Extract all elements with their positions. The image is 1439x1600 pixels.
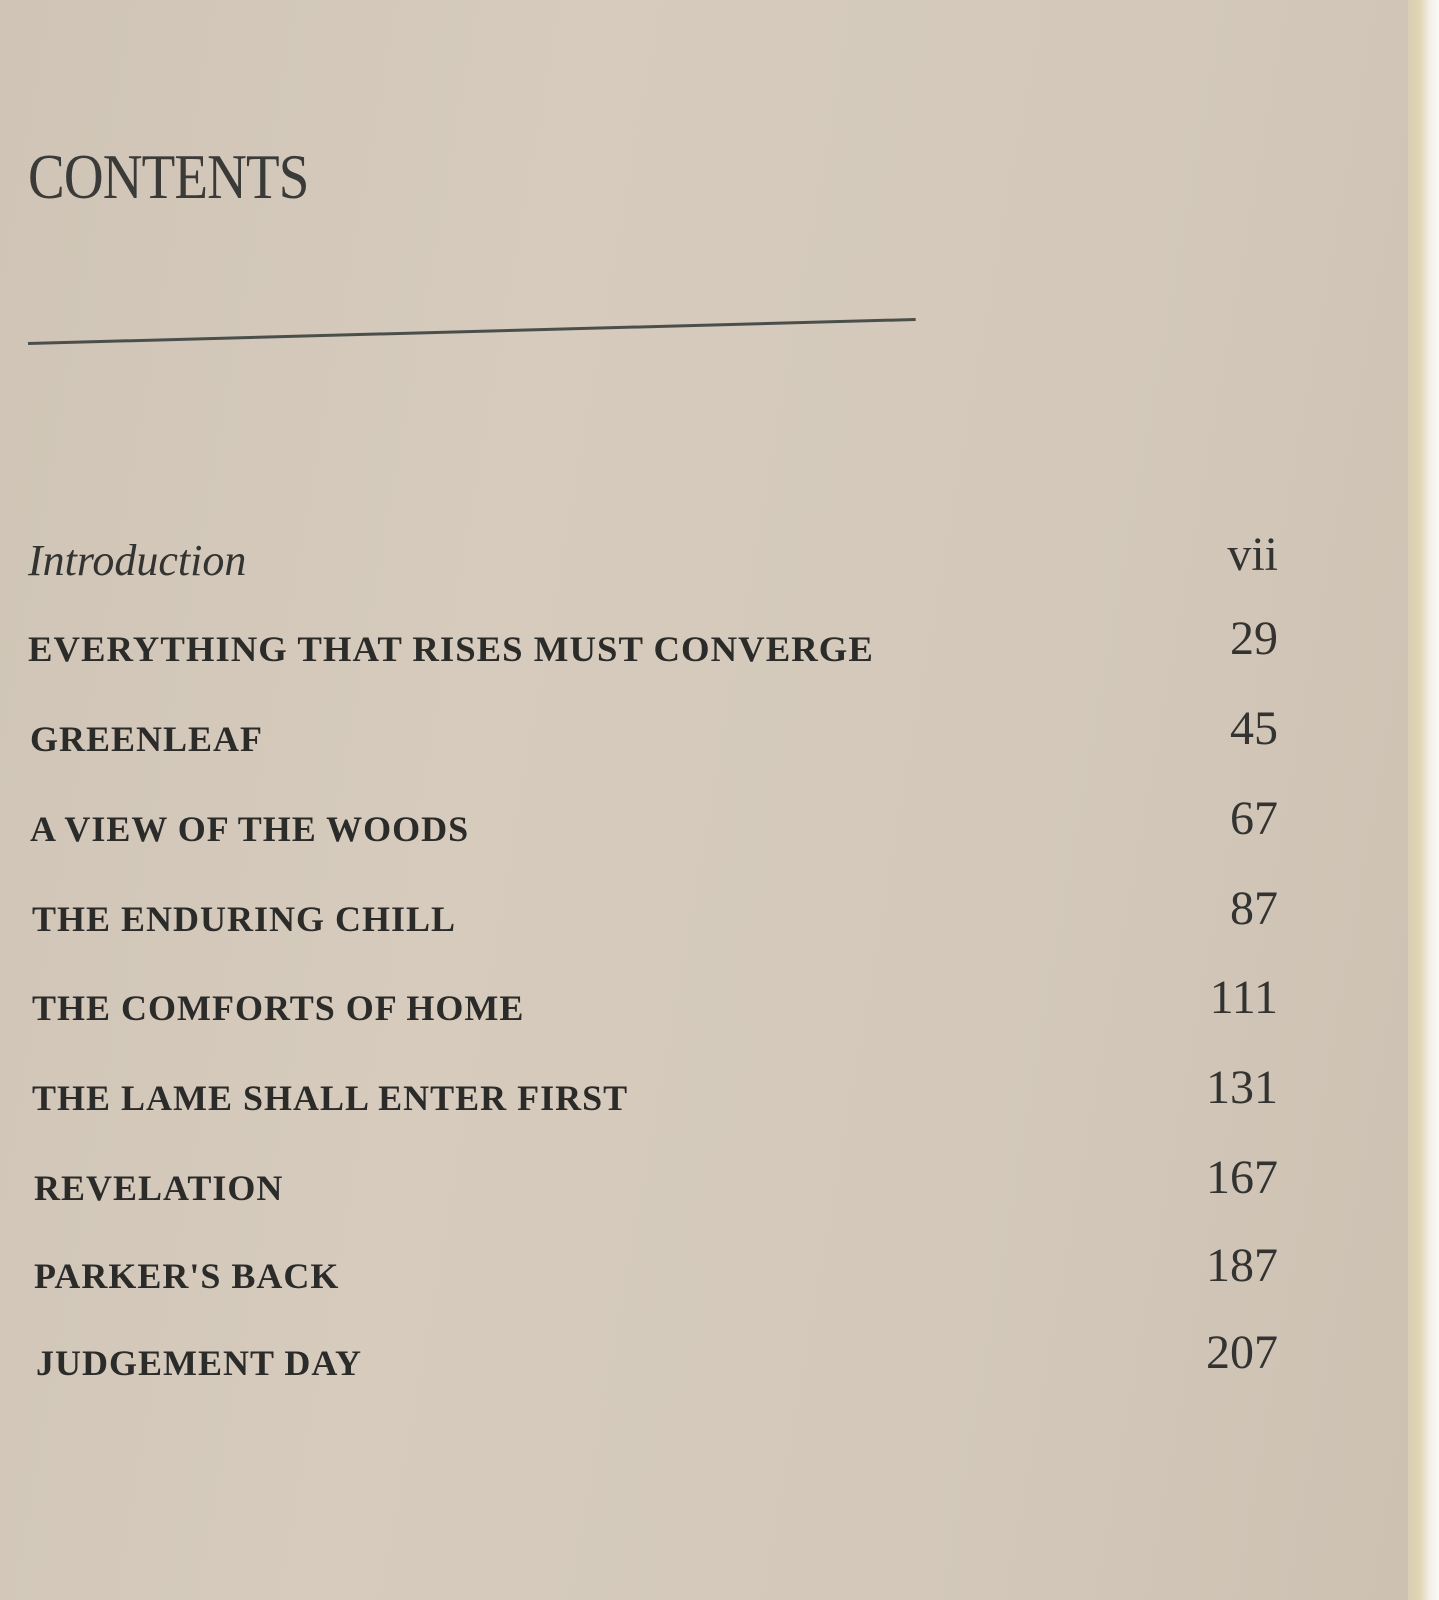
toc-entry-introduction xyxy=(0,528,1408,592)
toc-entry-title: A VIEW OF THE WOODS xyxy=(30,809,470,849)
page-title: CONTENTS xyxy=(28,141,309,212)
toc-entry-title: THE ENDURING CHILL xyxy=(32,899,457,939)
toc-entry xyxy=(0,1151,1408,1215)
toc-entry-title: PARKER'S BACK xyxy=(34,1256,340,1296)
toc-entry-title: JUDGEMENT DAY xyxy=(36,1343,363,1383)
toc-entry xyxy=(0,702,1408,766)
toc-entry-title: Introduction xyxy=(28,536,247,585)
toc-entry xyxy=(0,1061,1408,1125)
toc-entry xyxy=(0,792,1408,856)
toc-entry xyxy=(0,971,1408,1035)
page-edge xyxy=(1408,0,1439,1600)
toc-entry-page: 111 xyxy=(1209,971,1278,1024)
toc-entry-page: 29 xyxy=(1230,612,1278,665)
title-rule xyxy=(28,318,916,345)
toc-entry xyxy=(0,1239,1408,1303)
toc-entry-title: THE COMFORTS OF HOME xyxy=(32,988,525,1028)
toc-entry-page: 167 xyxy=(1206,1151,1278,1204)
toc-entry-page: 67 xyxy=(1230,792,1278,845)
toc-entry-page: 87 xyxy=(1230,882,1278,935)
toc-entry xyxy=(0,1326,1408,1390)
toc-entry-title: GREENLEAF xyxy=(30,719,264,759)
toc-entry xyxy=(0,882,1408,946)
toc-entry-title: THE LAME SHALL ENTER FIRST xyxy=(32,1078,629,1118)
toc-entry-page: 45 xyxy=(1230,702,1278,755)
toc-entry xyxy=(0,612,1408,676)
toc-entry-page: vii xyxy=(1227,528,1278,581)
toc-entry-title: REVELATION xyxy=(34,1168,284,1208)
toc-entry-title: EVERYTHING THAT RISES MUST CONVERGE xyxy=(28,629,874,669)
toc-entry-page: 207 xyxy=(1206,1326,1278,1379)
toc-entry-page: 131 xyxy=(1206,1061,1278,1114)
toc-entry-page: 187 xyxy=(1206,1239,1278,1292)
